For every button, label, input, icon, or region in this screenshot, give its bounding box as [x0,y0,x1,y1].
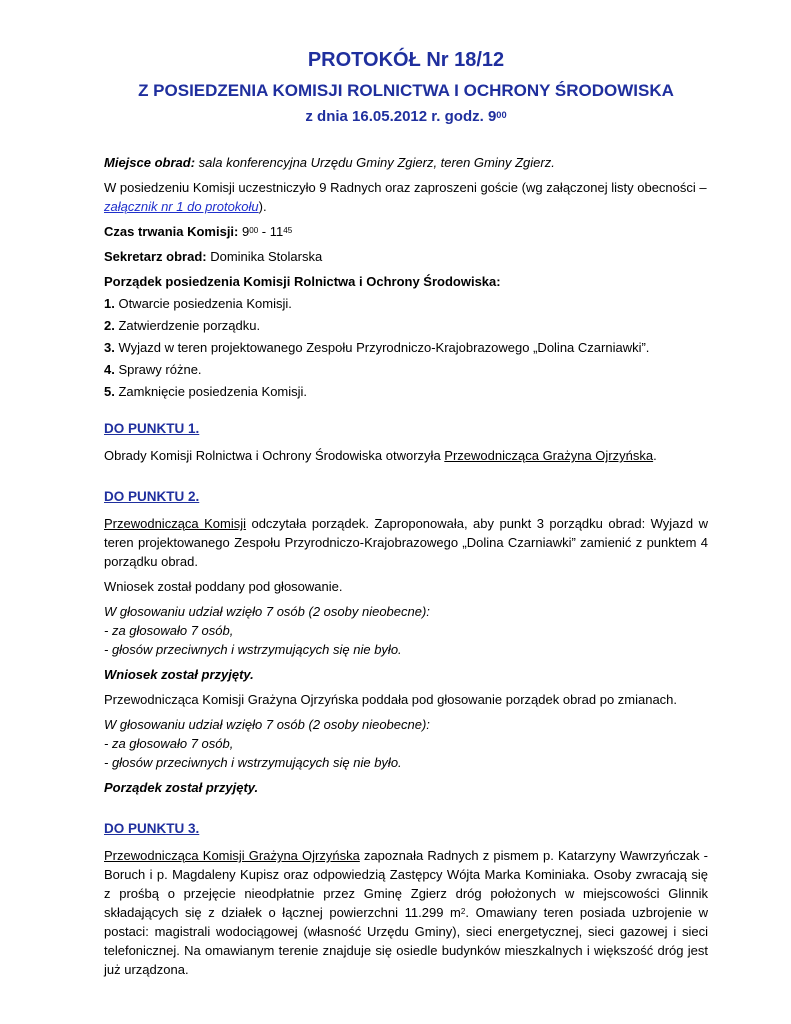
secretary [104,247,708,266]
section2-paragraph-3: Przewodnicząca Komisji Grażyna Ojrzyńska poddała pod głosowanie porządek obrad po zmianach. [104,692,678,707]
agenda-item [104,382,708,401]
section3-chair: Przewodnicząca Komisji Grażyna Ojrzyńska [104,848,360,863]
agenda-item-number: 3. [104,340,115,355]
agenda-item-number: 2. [104,318,115,333]
agenda-title: Porządek posiedzenia Komisji Rolnictwa i Ochrony Środowiska: [104,274,501,289]
vote-line: W głosowaniu udział wzięło 7 osób (2 osoby nieobecne): [104,604,430,619]
attendance-text: W posiedzeniu Komisji uczestniczyło 9 Radnych oraz zaproszeni goście (wg załączonej listy obecności – [104,180,707,195]
duration-label: Czas trwania Komisji: [104,224,239,239]
meeting-duration [104,222,708,241]
document-body [104,48,708,983]
vote-line: W głosowaniu udział wzięło 7 osób (2 osoby nieobecne): [104,717,430,732]
agenda-item-text: Otwarcie posiedzenia Komisji. [114,296,292,311]
section3-text-b: . Omawiany teren posiada uzbrojenie w postaci: magistrali wodociągowej (własność Urzędu Gminy), sieci energetycznej, sieci gazowej i sieci telefonicznej. Na omawianym terenie znajduje się osiedle budynków mieszkalnych i większość dróg jest już urządzona. [104,905,709,977]
attendance-end: ). [258,199,267,214]
vote-line: - głosów przeciwnych i wstrzymujących się nie było. [104,642,402,657]
vote-block-1 [104,602,708,659]
agenda-item [104,294,708,313]
place-label: Miejsce obrad: [104,155,196,170]
secretary-value: Dominika Stolarska [206,249,323,264]
section2-chair: Przewodnicząca Komisji [104,516,247,531]
agenda-list [104,294,708,401]
meeting-place [104,153,708,172]
section1-paragraph [104,446,708,465]
attendance-paragraph [104,178,708,216]
agenda-item-text: Zatwierdzenie porządku. [114,318,261,333]
place-value: sala konferencyjna Urzędu Gminy Zgierz, teren Gminy Zgierz. [195,155,555,170]
protocol-date [104,107,708,127]
duration-end-sup: 45 [283,226,293,236]
duration-sep: - 11 [258,224,284,239]
section3-paragraph [104,846,708,979]
duration-start-sup: 00 [249,226,259,236]
agenda-item-number: 1. [104,296,115,311]
vote-result-2: Porządek został przyjęty. [104,780,259,795]
agenda-item-number: 4. [104,362,115,377]
agenda-item [104,316,708,335]
chairwoman-name: Przewodnicząca Grażyna Ojrzyńska [444,448,654,463]
attachment-link[interactable]: załącznik nr 1 do protokołu [104,199,259,214]
vote-line: - za głosowało 7 osób, [104,736,234,751]
area-unit-sup: 2 [460,907,466,917]
section2-paragraph-2: Wniosek został poddany pod głosowanie. [104,579,343,594]
date-text: z dnia 16.05.2012 r. godz. 9 [305,108,497,125]
agenda-item [104,338,708,357]
section1-text: Obrady Komisji Rolnictwa i Ochrony Środowiska otworzyła [104,448,445,463]
protocol-subtitle: Z POSIEDZENIA KOMISJI ROLNICTWA I OCHRONY ŚRODOWISKA [138,81,674,100]
vote-block-2 [104,715,708,772]
protocol-title: PROTOKÓŁ Nr 18/12 [307,49,505,71]
agenda-item-text: Zamknięcie posiedzenia Komisji. [114,384,308,399]
section2-text: odczytała porządek. Zaproponowała, aby punkt 3 porządku obrad: Wyjazd w teren projektowanego Zespołu Przyrodniczo-Krajobrazowego „Dolina Czarniawki” zamienić z punktem 4 porządku obrad. [104,516,708,569]
agenda-item [104,360,708,379]
section3-text-a: zapoznała Radnych z pismem p. Katarzyny Wawrzyńczak - Boruch i p. Magdaleny Kupisz oraz odpowiedzią Zastępcy Wójta Marka Kominiaka. Osoby zwracają się z prośbą o przejęcie nieodpłatnie przez Gminę Zgierz dróg położonych w miejscowości Glinnik składających się z działek o łącznej powierzchni 11.299 m [104,848,708,920]
date-time-sup: 00 [496,109,507,120]
section1-end: . [653,448,657,463]
section-heading-1: DO PUNKTU 1. [104,421,200,436]
agenda-item-text: Wyjazd w teren projektowanego Zespołu Przyrodniczo-Krajobrazowego „Dolina Czarniawki”. [114,340,650,355]
vote-line: - za głosowało 7 osób, [104,623,234,638]
secretary-label: Sekretarz obrad: [104,249,207,264]
agenda-item-text: Sprawy różne. [114,362,202,377]
section-heading-3: DO PUNKTU 3. [104,821,200,836]
agenda-item-number: 5. [104,384,115,399]
duration-start: 9 [238,224,250,239]
vote-result-1: Wniosek został przyjęty. [104,667,254,682]
vote-line: - głosów przeciwnych i wstrzymujących się nie było. [104,755,402,770]
section2-paragraph-1 [104,514,708,571]
section-heading-2: DO PUNKTU 2. [104,489,200,504]
